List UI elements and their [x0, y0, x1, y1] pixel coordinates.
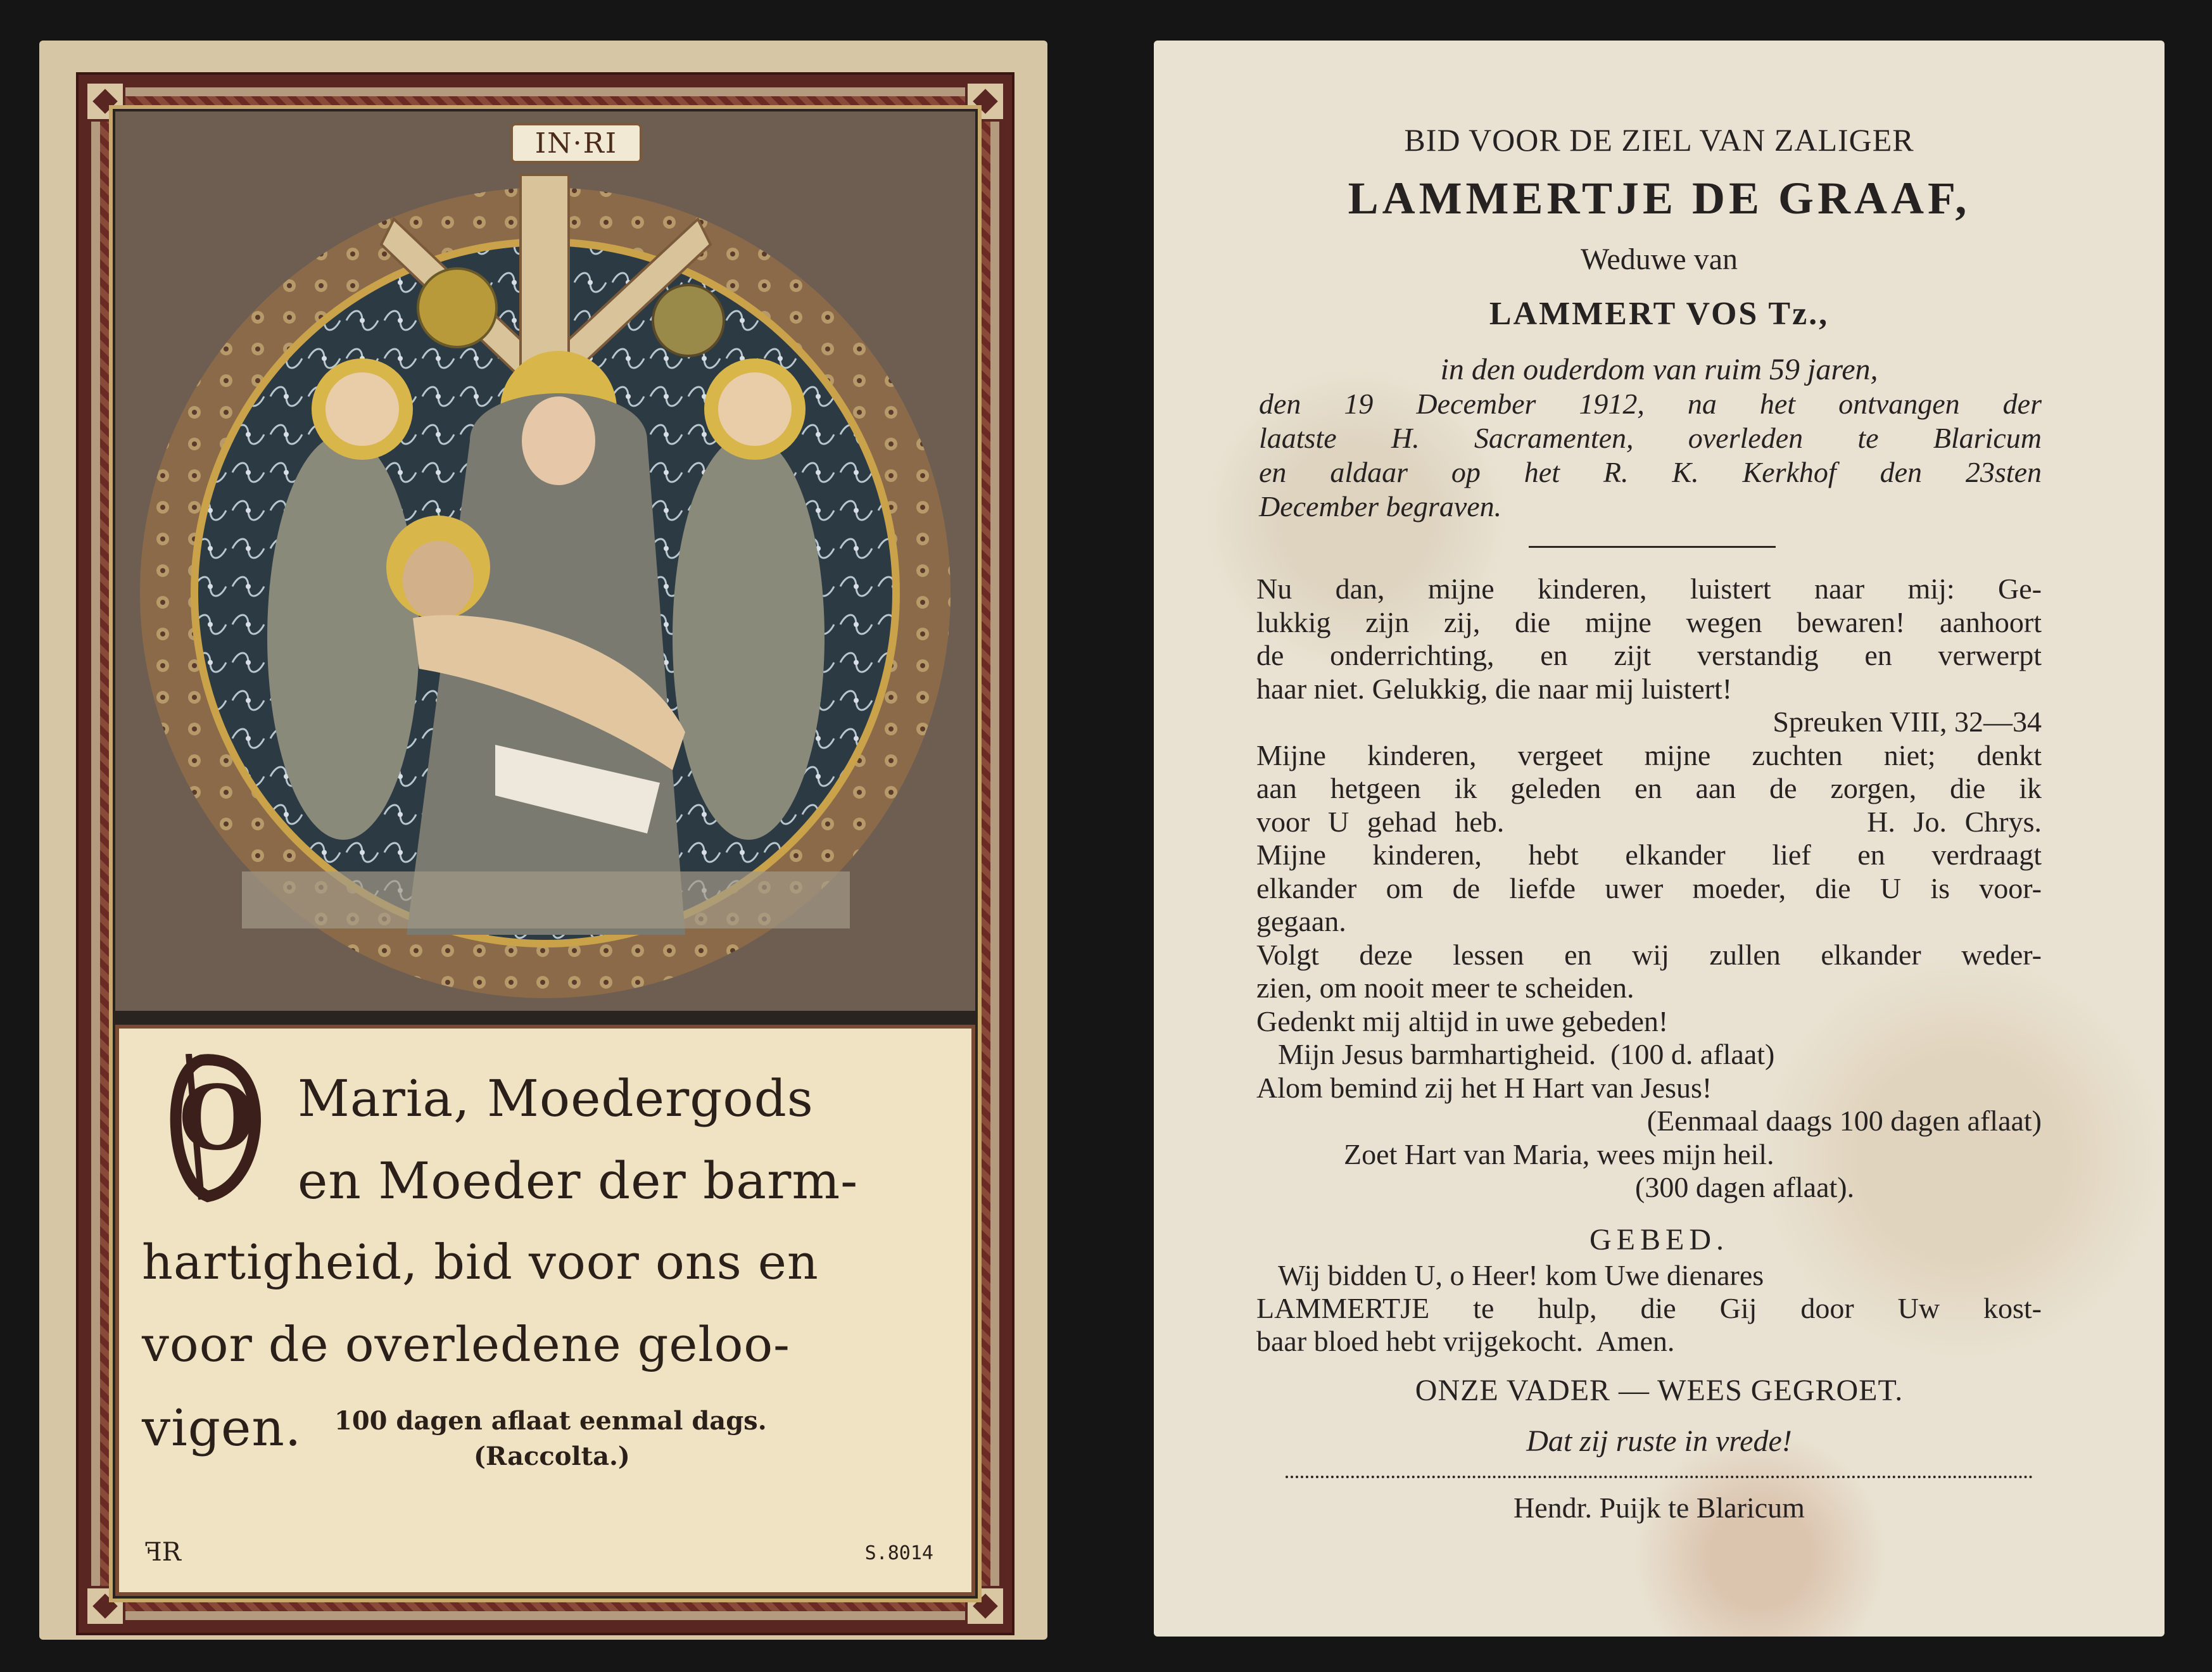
prayer-line: baar bloed hebt vrijgekocht. Amen.	[1256, 1325, 1675, 1357]
bio-line: December begraven.	[1259, 490, 1502, 522]
verse-line: elkander om de liefde uwer moeder, die U is voor-	[1256, 871, 2042, 904]
deceased-name: LAMMERTJE DE GRAAF,	[1348, 173, 1971, 224]
prayer-line: LAMMERTJE te hulp, die Gij door Uw kost-	[1256, 1292, 2042, 1324]
verse-line: (300 dagen aflaat).	[1635, 1171, 1855, 1203]
verse-line: voor U gehad heb. H. Jo. Chrys.	[1256, 805, 2042, 838]
pieta-image	[115, 111, 975, 1011]
verse-line: zien, om nooit meer te scheiden.	[1256, 972, 1634, 1004]
bio-line: laatste H. Sacramenten, overleden te Blaricum	[1259, 422, 2042, 454]
indulgence-note: 100 dagen aflaat eenmal dags.	[334, 1406, 767, 1436]
divider	[1529, 546, 1776, 548]
card-heading: BID VOOR DE ZIEL VAN ZALIGER	[1404, 122, 1914, 158]
verse-line: Gedenkt mij altijd in uwe gebeden!	[1256, 1004, 1669, 1037]
verse-line: lukkig zijn zij, die mijne wegen bewaren! aanhoort	[1256, 605, 2042, 638]
verse-line: gegaan.	[1256, 905, 1346, 937]
prayer-caption	[115, 1025, 975, 1596]
prayer-line: voor de overledene geloo-	[142, 1316, 790, 1372]
dotted-divider	[1286, 1476, 2033, 1478]
prayer-line: Maria, Moedergods	[298, 1069, 814, 1128]
svg-text:O: O	[179, 1067, 256, 1170]
verse-line: Mijn Jesus barmhartigheid. (100 d. aflaat)	[1278, 1038, 1775, 1070]
illuminated-initial-icon	[163, 1054, 271, 1206]
husband-name: LAMMERT VOS Tz.,	[1489, 296, 1830, 332]
verse-line: de onderrichting, en zijt verstandig en verwerpt	[1256, 639, 2042, 671]
ornamental-frame	[76, 72, 1014, 1635]
printer-credit: Hendr. Puijk te Blaricum	[1514, 1492, 1805, 1524]
pieta-illustration	[115, 111, 975, 1011]
closing-prayers: ONZE VADER — WEES GEGROET.	[1415, 1374, 1904, 1407]
verse-line: Volgt deze lessen en wij zullen elkander weder-	[1256, 938, 2042, 971]
rest-in-peace: Dat zij ruste in vrede!	[1526, 1424, 1792, 1458]
widow-of-label: Weduwe van	[1580, 243, 1738, 276]
verse-line: Mijne kinderen, vergeet mijne zuchten niet; denkt	[1256, 738, 2042, 771]
prayer-line: hartigheid, bid voor ons en	[142, 1234, 819, 1290]
prayer-line: vigen.	[142, 1398, 302, 1457]
bio-line: in den ouderdom van ruim 59 jaren,	[1440, 353, 1878, 386]
verse-line: haar niet. Gelukkig, die naar mij luistert!	[1256, 672, 1733, 705]
verse-line: Nu dan, mijne kinderen, luistert naar mij: Ge-	[1256, 573, 2042, 605]
verse-line: Zoet Hart van Maria, wees mijn heil.	[1344, 1137, 1774, 1170]
verse-line: aan hetgeen ik geleden en aan de zorgen, die ik	[1256, 772, 2042, 804]
series-code: S.8014	[864, 1542, 933, 1564]
bio-line: en aldaar op het R. K. Kerkhof den 23sten	[1259, 456, 2042, 488]
indulgence-source: (Raccolta.)	[474, 1441, 630, 1471]
left-card	[39, 41, 1047, 1640]
bio-line: den 19 December 1912, na het ontvangen der	[1259, 388, 2042, 420]
printer-mark-icon: ꟻR	[144, 1538, 181, 1567]
prayer-line: Wij bidden U, o Heer! kom Uwe dienares	[1278, 1259, 1764, 1291]
verse-line: Spreuken VIII, 32—34	[1773, 706, 2042, 738]
prayer-line: en Moeder der barm-	[298, 1151, 859, 1210]
verse-line: (Eenmaal daags 100 dagen aflaat)	[1646, 1105, 2042, 1137]
verse-line: Alom bemind zij het H Hart van Jesus!	[1256, 1071, 1712, 1104]
prayer-title: GEBED.	[1589, 1223, 1729, 1257]
verse-line: Mijne kinderen, hebt elkander lief en verdraagt	[1256, 839, 2042, 871]
inri-plaque: IN·RI	[510, 123, 642, 163]
right-card	[1154, 41, 2165, 1637]
